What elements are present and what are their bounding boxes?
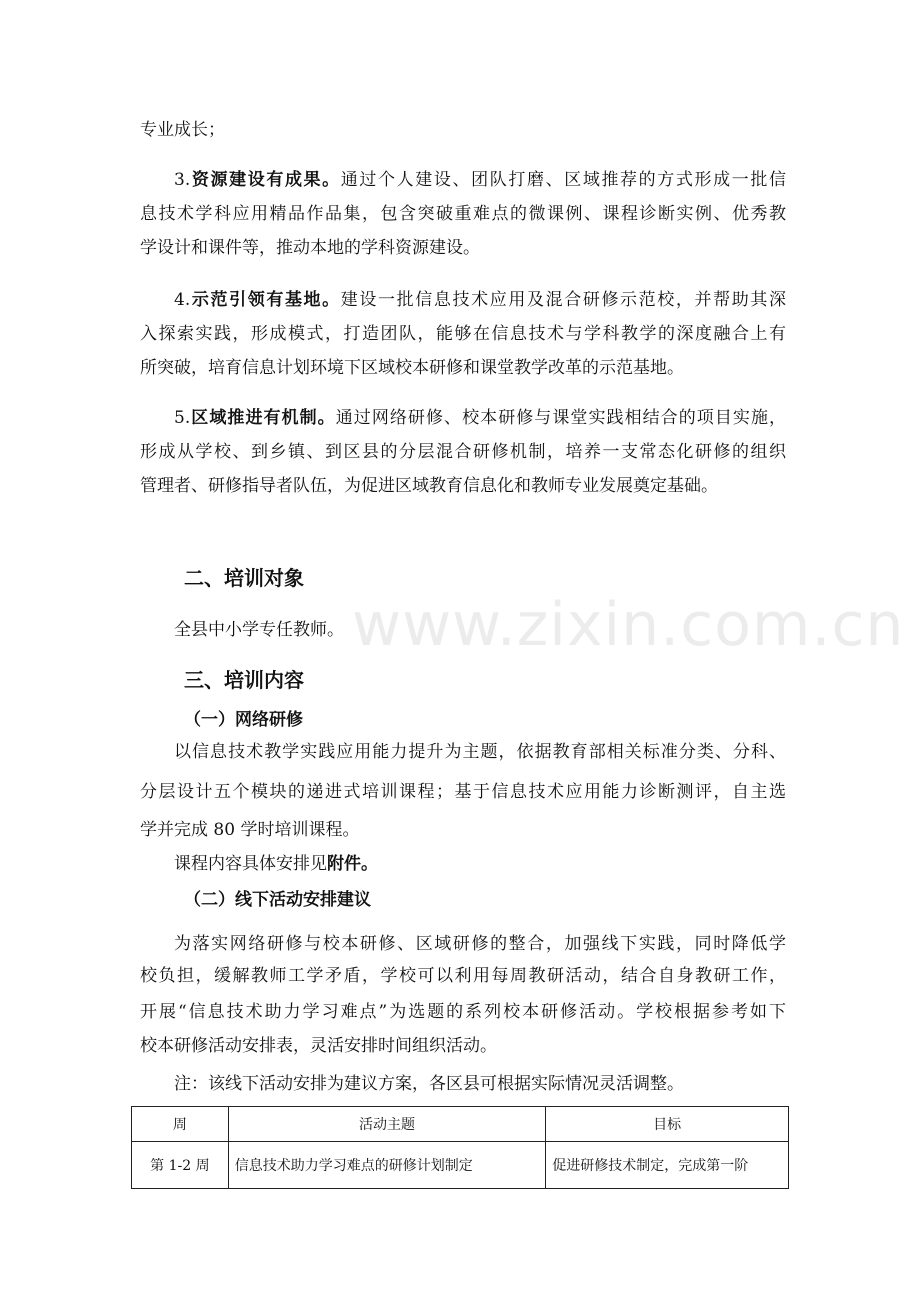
item5-line2: 形成从学校、到乡镇、到区县的分层混合研修机制，培养一支常态化研修的组织 bbox=[140, 442, 786, 462]
subsection2-heading: （二）线下活动安排建议 bbox=[184, 890, 371, 910]
item3-line1: 3.资源建设有成果。通过个人建设、团队打磨、区域推荐的方式形成一批信 bbox=[174, 170, 787, 190]
sub1-line2: 分层设计五个模块的递进式培训课程；基于信息技术应用能力诊断测评，自主选 bbox=[140, 782, 786, 802]
header-theme: 活动主题 bbox=[228, 1107, 545, 1142]
sub1-line1: 以信息技术教学实践应用能力提升为主题，依据教育部相关标准分类、分科、 bbox=[174, 742, 786, 762]
sub2-line1: 为落实网络研修与校本研修、区域研修的整合，加强线下实践，同时降低学 bbox=[174, 934, 786, 954]
sub2-note: 注：该线下活动安排为建议方案，各区县可根据实际情况灵活调整。 bbox=[174, 1074, 684, 1094]
item3-line2: 息技术学科应用精品作品集，包含突破重难点的微课例、课程诊断实例、优秀教 bbox=[140, 204, 786, 224]
sub1-line3: 学并完成 80 学时培训课程。 bbox=[140, 820, 360, 840]
subsection1-heading: （一）网络研修 bbox=[184, 710, 303, 730]
header-week: 周 bbox=[132, 1107, 229, 1142]
table-row bbox=[132, 1142, 789, 1189]
sub2-line3: 开展“信息技术助力学习难点”为选题的系列校本研修活动。学校根据参考如下 bbox=[140, 1002, 786, 1022]
sub2-line4: 校本研修活动安排表，灵活安排时间组织活动。 bbox=[140, 1036, 497, 1056]
section2-heading: 二、培训对象 bbox=[184, 566, 304, 590]
item4-line3: 所突破，培育信息计划环境下区域校本研修和课堂教学改革的示范基地。 bbox=[140, 358, 684, 378]
section2-text: 全县中小学专任教师。 bbox=[174, 620, 344, 640]
watermark: www.zixin.com.cn bbox=[352, 590, 905, 660]
sub2-line2: 校负担，缓解教师工学矛盾，学校可以利用每周教研活动，结合自身教研工作， bbox=[140, 966, 786, 986]
item3-line3: 学设计和课件等，推动本地的学科资源建设。 bbox=[140, 238, 480, 258]
cell-week: 第 1-2 周 bbox=[132, 1142, 229, 1189]
cell-theme: 信息技术助力学习难点的研修计划制定 bbox=[228, 1142, 545, 1189]
activity-schedule-table bbox=[131, 1106, 789, 1189]
header-goal: 目标 bbox=[546, 1107, 789, 1142]
sub1-reference: 课程内容具体安排见附件。 bbox=[174, 854, 378, 874]
item5-line1: 5.区域推进有机制。通过网络研修、校本研修与课堂实践相结合的项目实施， bbox=[174, 408, 787, 428]
cell-goal: 促进研修技术制定，完成第一阶 bbox=[546, 1142, 789, 1189]
item5-line3: 管理者、研修指导者队伍，为促进区域教育信息化和教师专业发展奠定基础。 bbox=[140, 476, 718, 496]
section3-heading: 三、培训内容 bbox=[184, 668, 304, 692]
item4-line1: 4.示范引领有基地。建设一批信息技术应用及混合研修示范校，并帮助其深 bbox=[174, 290, 787, 310]
paragraph-tail: 专业成长； bbox=[140, 120, 225, 140]
table-header-row bbox=[132, 1107, 789, 1142]
item4-line2: 入探索实践，形成模式，打造团队，能够在信息技术与学科教学的深度融合上有 bbox=[140, 324, 786, 344]
